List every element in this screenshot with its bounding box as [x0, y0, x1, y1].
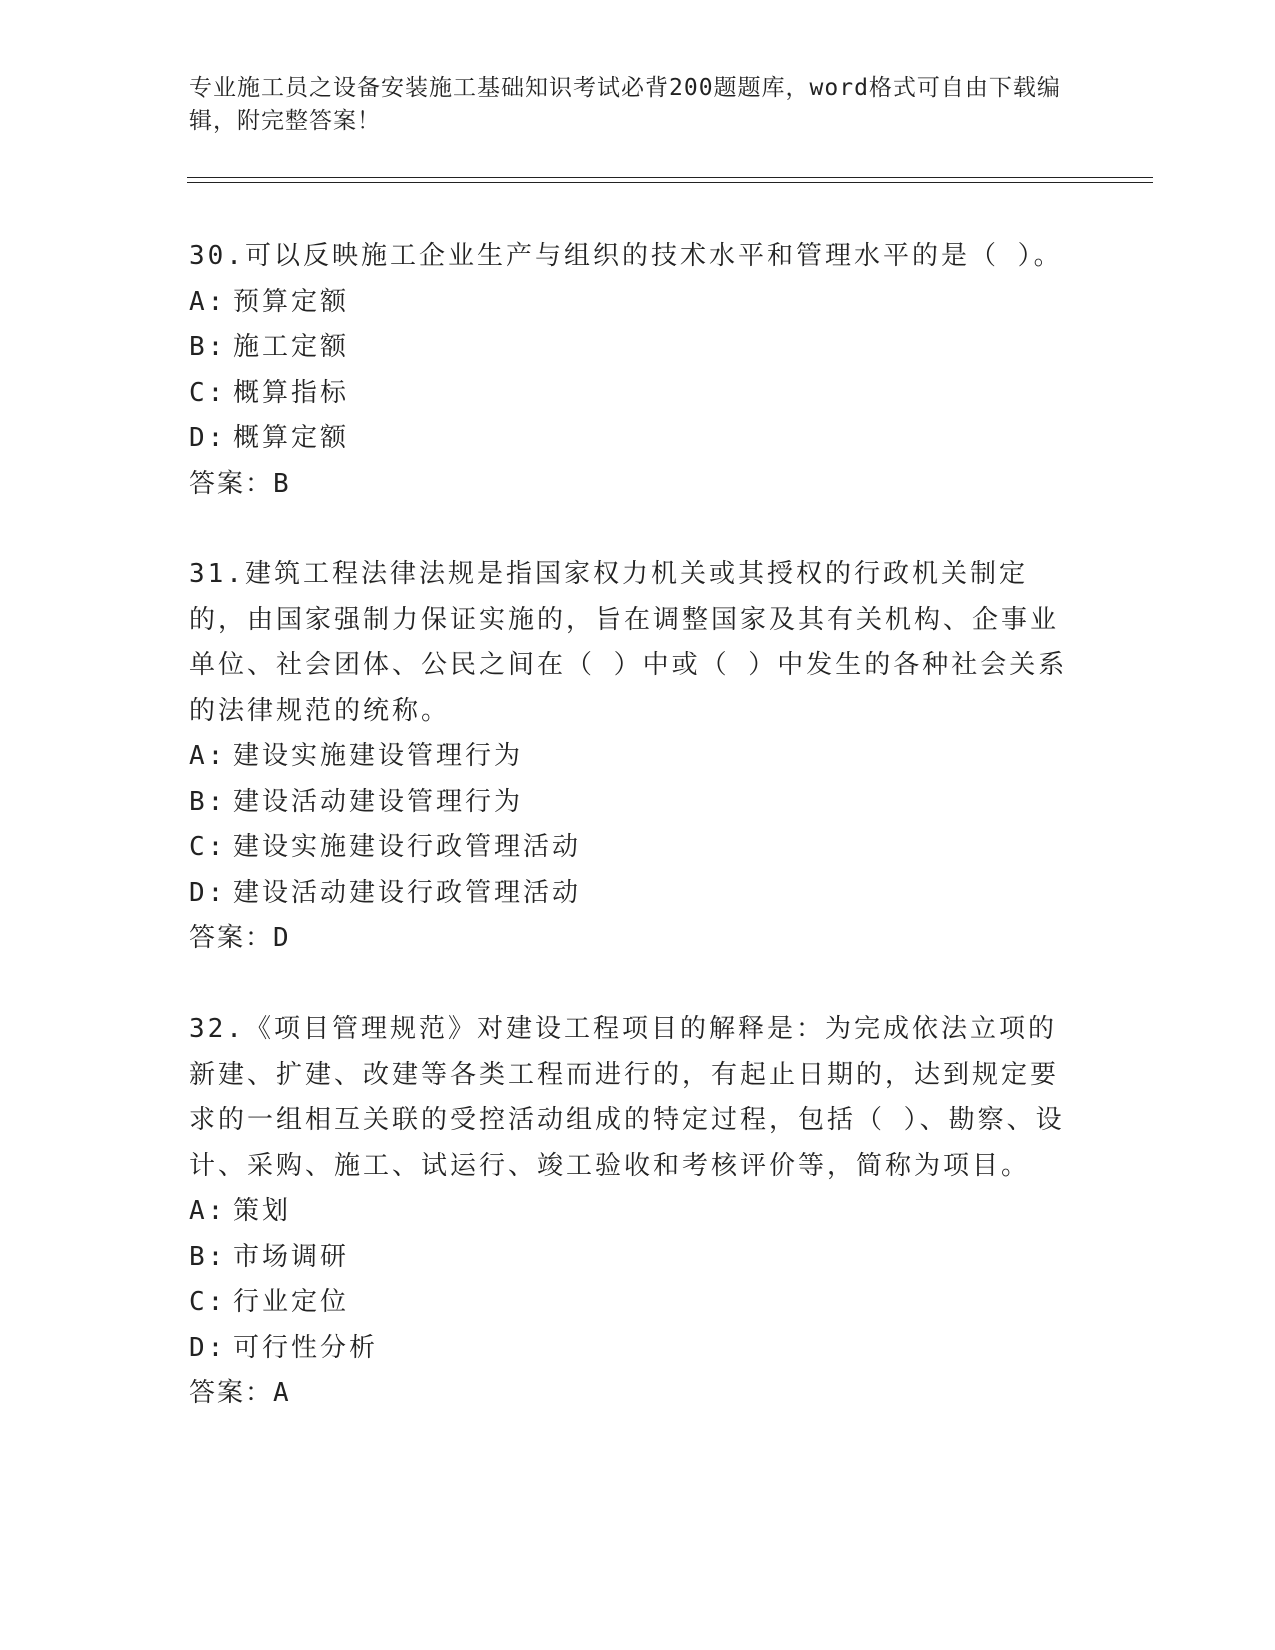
answer-value: A	[273, 1378, 291, 1408]
answer-value: D	[273, 923, 291, 953]
question-text: 32.《项目管理规范》对建设工程项目的解释是：为完成依法立项的新建、扩建、改建等各类工程而进行的，有起止日期的，达到规定要求的一组相互关联的受控活动组成的特定过程，包括（ ）、勘察、设计、采购、施工、试运行、竣工验收和考核评价等，简称为项目。	[189, 1014, 1065, 1181]
document-header	[189, 72, 1069, 138]
option-letter: C:	[189, 377, 227, 408]
option-c	[189, 1280, 1079, 1326]
option-text: 策划	[233, 1196, 292, 1226]
option-text: 建设实施建设行政管理活动	[233, 832, 582, 862]
option-letter: B:	[189, 332, 227, 362]
question-text: 31.建筑工程法律法规是指国家权力机关或其授权的行政机关制定的，由国家强制力保证实施的，旨在调整国家及其有关机构、企事业单位、社会团体、公民之间在（ ）中或（ ）中发生的各种社会关系的法律规范的统称。	[189, 559, 1068, 726]
option-letter: A:	[189, 286, 227, 317]
option-b	[189, 1235, 1079, 1281]
option-a	[189, 734, 1079, 780]
answer-label: 答案：	[189, 923, 274, 953]
option-letter: C:	[189, 1287, 227, 1317]
question-text: 30.可以反映施工企业生产与组织的技术水平和管理水平的是（ ）。	[189, 241, 1063, 271]
option-text: 建设活动建设管理行为	[233, 786, 524, 817]
question-32	[189, 1007, 1079, 1417]
option-text: 施工定额	[233, 332, 350, 362]
option-letter: A:	[189, 1196, 227, 1226]
answer-line	[189, 916, 1079, 962]
option-text: 行业定位	[233, 1287, 350, 1317]
option-text: 建设实施建设管理行为	[233, 741, 524, 771]
option-letter: B:	[189, 1241, 227, 1272]
option-a	[189, 280, 1079, 326]
option-text: 概算定额	[233, 423, 350, 453]
option-text: 预算定额	[233, 286, 350, 317]
question-31	[189, 552, 1079, 962]
answer-label: 答案：	[189, 468, 274, 499]
option-text: 可行性分析	[233, 1332, 379, 1363]
answer-line	[189, 1371, 1079, 1417]
header-divider-top	[187, 177, 1153, 178]
option-letter: A:	[189, 741, 227, 771]
question-30	[189, 234, 1079, 507]
option-a	[189, 1189, 1079, 1235]
option-letter: C:	[189, 832, 227, 862]
option-letter: D:	[189, 877, 227, 908]
option-letter: D:	[189, 1332, 227, 1363]
option-c	[189, 825, 1079, 871]
option-text: 概算指标	[233, 377, 350, 408]
option-letter: D:	[189, 423, 227, 453]
option-letter: B:	[189, 786, 227, 817]
option-b	[189, 780, 1079, 826]
option-d	[189, 416, 1079, 462]
option-d	[189, 1326, 1079, 1372]
header-divider-bottom	[187, 182, 1153, 183]
option-text: 市场调研	[233, 1241, 350, 1272]
option-d	[189, 871, 1079, 917]
answer-value: B	[273, 468, 291, 499]
option-text: 建设活动建设行政管理活动	[233, 877, 582, 908]
answer-line	[189, 462, 1079, 508]
answer-label: 答案：	[189, 1378, 274, 1408]
option-b	[189, 325, 1079, 371]
option-c	[189, 371, 1079, 417]
header-title: 专业施工员之设备安装施工基础知识考试必背200题题库，word格式可自由下载编辑，附完整答案！	[189, 75, 1061, 134]
